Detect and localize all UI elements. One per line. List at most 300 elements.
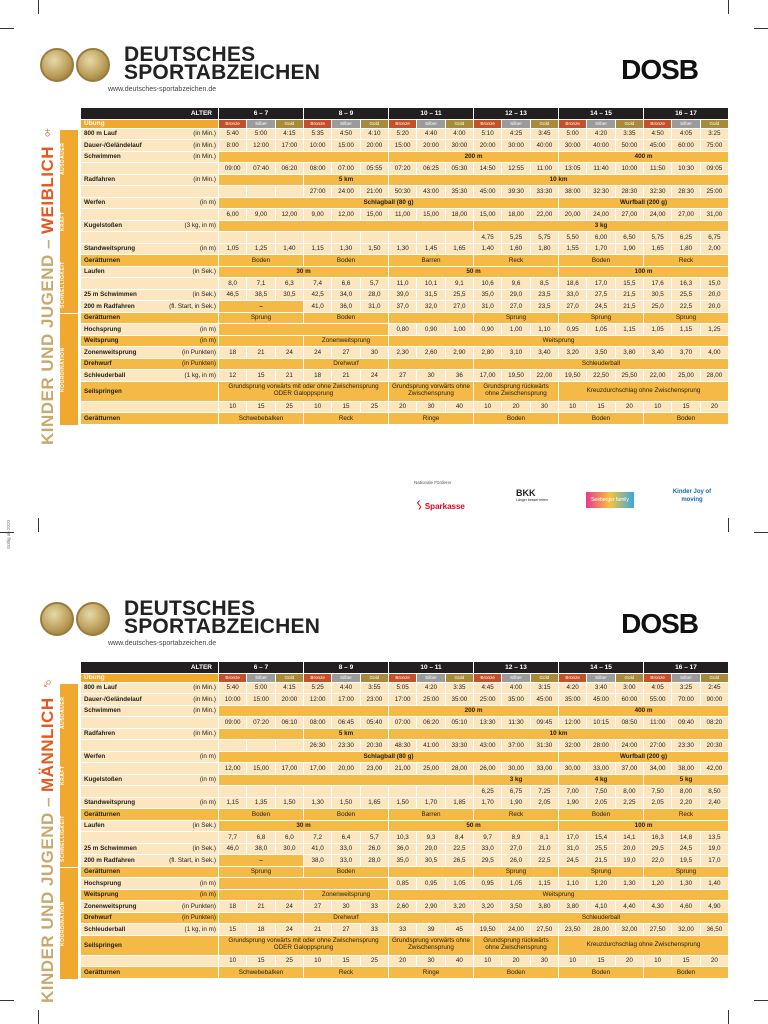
span-cell: 26,0: [502, 855, 530, 867]
value-cell: [247, 786, 275, 798]
age-group-header: 14 – 15: [559, 662, 644, 674]
value-cell: 27:00: [304, 186, 332, 198]
section-title: KINDER UND JUGEND – WEIBLICH ♀: [38, 123, 57, 446]
value-cell: [389, 232, 417, 244]
level-label: Bronze: [219, 119, 247, 128]
value-cell: 10: [644, 401, 672, 413]
table-row: [81, 301, 729, 313]
table-row: [81, 278, 729, 290]
value-cell: 4:40: [332, 682, 360, 694]
value-cell: 33,0: [559, 289, 587, 301]
table-row: [81, 140, 729, 152]
level-label: Bronze: [304, 119, 332, 128]
span-cell: 10 km: [389, 728, 729, 740]
value-cell: 33,00: [530, 763, 558, 775]
span-cell: Drehwurf: [304, 912, 389, 924]
value-cell: 39: [417, 924, 445, 936]
age-header-row: ALTER 6 – 7 8 – 9 10 – 11 12 – 13 14 – 15 16 – 17: [81, 108, 729, 120]
value-cell: 06:20: [275, 163, 303, 175]
value-cell: 30: [360, 347, 388, 359]
value-cell: 20:30: [700, 740, 728, 752]
value-cell: 13:05: [559, 163, 587, 175]
level-label: Bronze: [474, 119, 502, 128]
age-header-row: ALTER 6 – 7 8 – 9 10 – 11 12 – 13 14 – 15 16 – 17: [81, 662, 729, 674]
value-cell: 10: [304, 955, 332, 967]
span-cell: Boden: [644, 413, 729, 425]
value-cell: 70:00: [672, 694, 700, 706]
span-cell: Boden: [304, 312, 389, 324]
value-cell: 11:00: [530, 163, 558, 175]
value-cell: 16,3: [644, 832, 672, 844]
crop-mark: [0, 1000, 14, 1001]
value-cell: 34,0: [332, 289, 360, 301]
value-cell: 30: [417, 370, 445, 382]
level-label: Silber: [502, 673, 530, 682]
span-cell: 1,05: [502, 878, 530, 890]
table-row: [81, 232, 729, 244]
span-cell: 31,0: [474, 301, 502, 313]
span-cell: Boden: [644, 967, 729, 979]
table-row: [81, 820, 729, 832]
exercise-cell: [81, 163, 219, 175]
span-cell: [219, 220, 474, 232]
value-cell: 15: [247, 955, 275, 967]
value-cell: 30:00: [559, 140, 587, 152]
span-cell: 36,0: [332, 301, 360, 313]
category-block: KRAFT: [60, 187, 78, 257]
exercise-cell: 25 m Schwimmen (in Sek.): [81, 289, 219, 301]
crop-mark: [728, 1010, 729, 1024]
value-cell: 4:20: [559, 682, 587, 694]
value-cell: 06:10: [275, 717, 303, 729]
value-cell: 1,90: [615, 243, 643, 255]
value-cell: 24: [275, 901, 303, 913]
value-cell: 6,6: [332, 278, 360, 290]
value-cell: 13,5: [700, 832, 728, 844]
value-cell: 22,50: [587, 370, 615, 382]
level-label: Gold: [275, 673, 303, 682]
value-cell: 7,50: [587, 786, 615, 798]
table-row: [81, 832, 729, 844]
level-label: Gold: [615, 673, 643, 682]
value-cell: 18: [304, 370, 332, 382]
exercise-cell: Gerätturnen: [81, 967, 219, 979]
exercise-cell: [81, 278, 219, 290]
span-cell: 31,0: [360, 301, 388, 313]
value-cell: 26,0: [360, 843, 388, 855]
span-cell: [219, 728, 304, 740]
value-cell: 21,00: [389, 763, 417, 775]
value-cell: [275, 740, 303, 752]
value-cell: 1,65: [644, 243, 672, 255]
value-cell: 30,0: [275, 843, 303, 855]
value-cell: 3:45: [530, 128, 558, 140]
span-cell: Boden: [304, 809, 389, 821]
value-cell: 10: [644, 955, 672, 967]
level-label: Silber: [417, 673, 445, 682]
value-cell: 2,60: [389, 901, 417, 913]
table-row: [81, 912, 729, 924]
value-cell: 3:35: [615, 128, 643, 140]
level-label: Bronze: [559, 673, 587, 682]
crop-mark: [754, 532, 768, 533]
exercise-cell: Hochsprung (in m): [81, 324, 219, 336]
crop-mark: [728, 518, 729, 532]
level-label: Bronze: [304, 673, 332, 682]
table-row: [81, 370, 729, 382]
span-cell: 30,5: [417, 855, 445, 867]
value-cell: 40:00: [530, 140, 558, 152]
span-cell: Schleuderball: [474, 358, 729, 370]
span-cell: Reck: [644, 809, 729, 821]
span-cell: 1,05: [587, 324, 615, 336]
level-label: Silber: [332, 119, 360, 128]
value-cell: 24,00: [587, 209, 615, 221]
level-label: Bronze: [219, 673, 247, 682]
table-row: [81, 763, 729, 775]
age-group-header: 16 – 17: [644, 662, 729, 674]
value-cell: 05:55: [360, 163, 388, 175]
level-header-row: Übung Bronze Silber Gold Bronze Silber Gold Bronze Silber Gold Bronze Silber Gold Bronze Silber Gold Bronze Silber Gold: [81, 673, 729, 682]
value-cell: 15: [332, 955, 360, 967]
value-cell: 22,00: [530, 209, 558, 221]
span-cell: Reck: [304, 413, 389, 425]
table-row: [81, 243, 729, 255]
table-row: [81, 797, 729, 809]
value-cell: 17:00: [275, 140, 303, 152]
value-cell: 2,90: [417, 901, 445, 913]
table-row: [81, 358, 729, 370]
table-row: [81, 889, 729, 901]
value-cell: 12,00: [332, 209, 360, 221]
value-cell: 40:00: [587, 140, 615, 152]
span-cell: 27,0: [445, 301, 473, 313]
value-cell: 45:00: [644, 140, 672, 152]
value-cell: 19,50: [474, 924, 502, 936]
value-cell: 25,50: [615, 370, 643, 382]
value-cell: 30,5: [644, 289, 672, 301]
value-cell: 21: [332, 370, 360, 382]
value-cell: 30: [332, 901, 360, 913]
span-cell: 23,5: [530, 301, 558, 313]
span-cell: Kreuzdurchschlag ohne Zwischensprung: [559, 935, 729, 955]
value-cell: 39:30: [502, 186, 530, 198]
value-cell: 10: [559, 401, 587, 413]
level-label: Gold: [615, 119, 643, 128]
value-cell: 25,5: [587, 843, 615, 855]
value-cell: 14,8: [672, 832, 700, 844]
span-cell: Weitsprung: [389, 889, 729, 901]
category-block: SCHNELLIGKEIT: [60, 256, 78, 314]
value-cell: 2,60: [417, 347, 445, 359]
value-cell: 4:40: [417, 128, 445, 140]
value-cell: 3,40: [530, 347, 558, 359]
value-cell: 8,0: [219, 278, 247, 290]
exercise-cell: Standweitsprung (in m): [81, 243, 219, 255]
value-cell: 18: [247, 924, 275, 936]
value-cell: 12:00: [304, 694, 332, 706]
value-cell: 32:00: [559, 740, 587, 752]
level-label: Gold: [530, 673, 558, 682]
exercise-cell: Schwimmen (in Min.): [81, 705, 219, 717]
table-row: [81, 163, 729, 175]
span-cell: 19,5: [672, 855, 700, 867]
table-row: [81, 694, 729, 706]
exercise-cell: Gerätturnen: [81, 312, 219, 324]
value-cell: 6,3: [275, 278, 303, 290]
span-cell: Boden: [559, 413, 644, 425]
exercise-cell: [81, 717, 219, 729]
value-cell: [389, 786, 417, 798]
span-cell: 22,5: [672, 301, 700, 313]
table-row: [81, 186, 729, 198]
value-cell: 24:00: [332, 186, 360, 198]
sponsor-label: Nationale Förderer: [414, 480, 452, 485]
span-cell: Weitsprung: [389, 335, 729, 347]
level-label: Bronze: [559, 119, 587, 128]
value-cell: 1,30: [304, 797, 332, 809]
value-cell: 3,80: [615, 347, 643, 359]
value-cell: 4:00: [502, 682, 530, 694]
table-row: [81, 901, 729, 913]
value-cell: 7,4: [304, 278, 332, 290]
table-row: [81, 347, 729, 359]
value-cell: 55:00: [644, 694, 672, 706]
brand-title: DEUTSCHES SPORTABZEICHEN: [124, 43, 321, 84]
value-cell: [275, 186, 303, 198]
value-cell: 3:25: [700, 128, 728, 140]
level-label: Gold: [360, 673, 388, 682]
value-cell: 15,00: [360, 209, 388, 221]
span-cell: Grundsprung vorwärts mit oder ohne Zwischensprung ODER Galoppsprung: [219, 381, 389, 401]
value-cell: 2,80: [474, 347, 502, 359]
value-cell: 5,7: [360, 278, 388, 290]
value-cell: 24,00: [502, 924, 530, 936]
section-title: KINDER UND JUGEND – MÄNNLICH ♂: [38, 674, 57, 1003]
exercise-cell: Werfen (in m): [81, 751, 219, 763]
value-cell: 24: [275, 924, 303, 936]
value-cell: 60:00: [672, 140, 700, 152]
value-cell: 20,0: [700, 289, 728, 301]
value-cell: 25,00: [672, 370, 700, 382]
value-cell: 37:00: [502, 740, 530, 752]
value-cell: 5:00: [559, 128, 587, 140]
exercise-cell: [81, 786, 219, 798]
value-cell: 17,0: [587, 278, 615, 290]
value-cell: 75:00: [700, 140, 728, 152]
crop-mark: [754, 28, 768, 29]
value-cell: 7,7: [219, 832, 247, 844]
table-row: [81, 413, 729, 425]
table-row: [81, 197, 729, 209]
exercise-cell: Dauer-/Geländelauf (in Min.): [81, 694, 219, 706]
value-cell: 23,00: [360, 763, 388, 775]
value-cell: 12:00: [559, 717, 587, 729]
value-cell: 12,00: [275, 209, 303, 221]
value-cell: 25: [360, 401, 388, 413]
value-cell: 4,90: [700, 901, 728, 913]
value-cell: 30,00: [559, 763, 587, 775]
value-cell: 28:30: [672, 186, 700, 198]
value-cell: 36,0: [389, 843, 417, 855]
value-cell: 5:10: [474, 128, 502, 140]
value-cell: 27:00: [644, 740, 672, 752]
level-label: Bronze: [644, 119, 672, 128]
value-cell: 09:40: [672, 717, 700, 729]
value-cell: 45: [445, 924, 473, 936]
value-cell: 2,05: [587, 797, 615, 809]
sponsor-bkk: BKK Länger besser leben: [516, 488, 548, 502]
value-cell: 16,3: [672, 278, 700, 290]
value-cell: 24:00: [615, 740, 643, 752]
value-cell: 32:30: [644, 186, 672, 198]
value-cell: 3,20: [445, 901, 473, 913]
value-cell: 30: [417, 401, 445, 413]
span-cell: 27,0: [502, 301, 530, 313]
value-cell: 4:15: [275, 128, 303, 140]
value-cell: 6,25: [474, 786, 502, 798]
value-cell: 33:30: [530, 186, 558, 198]
value-cell: [332, 232, 360, 244]
level-label: Gold: [700, 673, 728, 682]
value-cell: 25,5: [672, 289, 700, 301]
value-cell: 2,00: [700, 243, 728, 255]
span-cell: 1,05: [445, 878, 473, 890]
span-cell: 1,00: [502, 324, 530, 336]
value-cell: 10: [219, 955, 247, 967]
value-cell: 1,25: [247, 243, 275, 255]
value-cell: 10,1: [417, 278, 445, 290]
value-cell: 37,00: [615, 763, 643, 775]
value-cell: 15: [332, 401, 360, 413]
category-block: AUSDAUER: [60, 130, 78, 188]
value-cell: 6,50: [615, 232, 643, 244]
value-cell: 10:00: [304, 140, 332, 152]
level-label: Silber: [587, 119, 615, 128]
value-cell: 09:05: [700, 163, 728, 175]
value-cell: 17:00: [389, 694, 417, 706]
value-cell: 30: [530, 401, 558, 413]
value-cell: 6,4: [332, 832, 360, 844]
value-cell: 9,7: [474, 832, 502, 844]
value-cell: 3,20: [559, 347, 587, 359]
level-label: Silber: [672, 119, 700, 128]
span-cell: 1,20: [587, 878, 615, 890]
exercise-cell: 800 m Lauf (in Min.): [81, 128, 219, 140]
span-cell: Boden: [559, 255, 644, 267]
value-cell: [275, 232, 303, 244]
value-cell: [219, 740, 247, 752]
value-cell: 9,3: [417, 832, 445, 844]
value-cell: 30: [417, 955, 445, 967]
level-label: Silber: [417, 119, 445, 128]
span-cell: 1,20: [644, 878, 672, 890]
span-cell: 100 m: [559, 820, 729, 832]
value-cell: 1,35: [247, 797, 275, 809]
value-cell: 30:00: [445, 140, 473, 152]
span-cell: 5 km: [304, 174, 389, 186]
value-cell: 5:00: [247, 682, 275, 694]
value-cell: 32:30: [587, 186, 615, 198]
span-cell: 0,95: [474, 878, 502, 890]
value-cell: 24,5: [672, 843, 700, 855]
value-cell: [304, 786, 332, 798]
age-group-header: 6 – 7: [219, 662, 304, 674]
value-cell: 08:00: [304, 717, 332, 729]
span-cell: 1,15: [615, 324, 643, 336]
value-cell: 3:55: [360, 682, 388, 694]
value-cell: 27,00: [615, 209, 643, 221]
value-cell: 29,5: [644, 843, 672, 855]
level-label: Bronze: [474, 673, 502, 682]
value-cell: 40: [445, 955, 473, 967]
sparkasse-icon: ᛊ: [416, 500, 423, 512]
value-cell: 18,6: [559, 278, 587, 290]
value-cell: 41,0: [304, 843, 332, 855]
exercise-cell: Drehwurf (in Punkten): [81, 358, 219, 370]
value-cell: 1,15: [219, 797, 247, 809]
value-cell: 20: [700, 955, 728, 967]
value-cell: 15,4: [587, 832, 615, 844]
value-cell: 4,30: [644, 901, 672, 913]
exercise-cell: Radfahren (in Min.): [81, 174, 219, 186]
span-cell: Wurfball (200 g): [559, 751, 729, 763]
span-cell: [389, 312, 474, 324]
value-cell: 3:15: [530, 682, 558, 694]
table-row: [81, 728, 729, 740]
span-cell: Schleuderball: [474, 912, 729, 924]
value-cell: 15: [247, 401, 275, 413]
value-cell: 43:00: [474, 740, 502, 752]
span-cell: Sprung: [644, 866, 729, 878]
medal-icon: [76, 48, 110, 82]
value-cell: 3,70: [672, 347, 700, 359]
age-group-header: 16 – 17: [644, 108, 729, 120]
value-cell: 50:30: [389, 186, 417, 198]
value-cell: 21: [304, 924, 332, 936]
span-cell: [389, 358, 474, 370]
span-cell: 19,0: [615, 855, 643, 867]
value-cell: 21: [247, 347, 275, 359]
value-cell: [417, 786, 445, 798]
value-cell: 10: [559, 955, 587, 967]
span-cell: Boden: [219, 255, 304, 267]
value-cell: 5,75: [530, 232, 558, 244]
sponsor-kinder: Kinder Joy of moving: [672, 489, 712, 503]
level-label: Silber: [247, 673, 275, 682]
value-cell: 15: [219, 924, 247, 936]
span-cell: 32,0: [417, 301, 445, 313]
value-cell: 12: [219, 370, 247, 382]
value-cell: 22,5: [445, 843, 473, 855]
value-cell: 31,00: [700, 209, 728, 221]
value-cell: 7,25: [530, 786, 558, 798]
value-cell: 10: [474, 401, 502, 413]
table-row: [81, 705, 729, 717]
value-cell: 10: [474, 955, 502, 967]
span-cell: 200 m: [389, 705, 559, 717]
value-cell: 4,00: [700, 347, 728, 359]
value-cell: [275, 786, 303, 798]
exercise-cell: Hochsprung (in m): [81, 878, 219, 890]
value-cell: 1,90: [502, 797, 530, 809]
value-cell: 14,1: [615, 832, 643, 844]
value-cell: 23:30: [332, 740, 360, 752]
exercise-cell: Werfen (in m): [81, 197, 219, 209]
table-row: [81, 174, 729, 186]
value-cell: 1,70: [417, 797, 445, 809]
value-cell: 2,40: [700, 797, 728, 809]
